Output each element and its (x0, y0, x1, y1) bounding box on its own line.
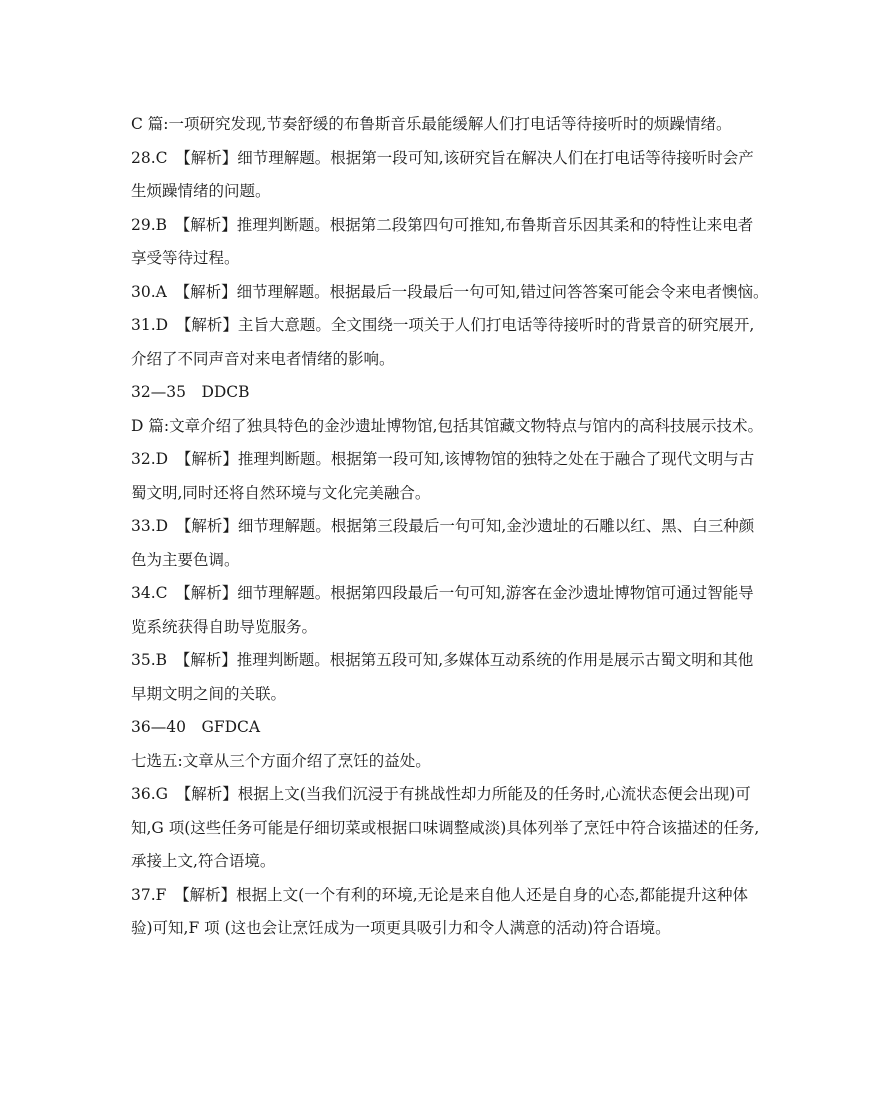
text-line: 36—40 GFDCA (131, 718, 261, 736)
text-line: 29.B 【解析】推理判断题。根据第二段第四句可推知,布鲁斯音乐因其柔和的特性让来电者 (131, 215, 754, 234)
text-line: 早期文明之间的关联。 (131, 684, 287, 703)
text-line: 蜀文明,同时还将自然环境与文化完美融合。 (131, 483, 431, 502)
text-line: 享受等待过程。 (131, 249, 240, 267)
text-line: 介绍了不同声音对来电者情绪的影响。 (131, 349, 395, 368)
text-line: C 篇:一项研究发现,节奏舒缓的布鲁斯音乐最能缓解人们打电话等待接听时的烦躁情绪。 (131, 115, 732, 133)
text-line: 览系统获得自助导览服务。 (131, 617, 318, 636)
text-line: 30.A 【解析】细节理解题。根据最后一段最后一句可知,错过问答答案可能会令来电者懊恼。 (131, 282, 769, 301)
text-line: 32.D 【解析】推理判断题。根据第一段可知,该博物馆的独特之处在于融合了现代文明与古 (131, 450, 755, 468)
text-line: 知,G 项(这些任务可能是仔细切菜或根据口味调整咸淡)具体列举了烹饪中符合该描述的任务, (131, 818, 760, 837)
text-line: 色为主要色调。 (131, 550, 240, 569)
text-line: 32—35 DDCB (131, 383, 250, 401)
text-line: 35.B 【解析】推理判断题。根据第五段可知,多媒体互动系统的作用是展示古蜀文明和其他 (131, 651, 754, 669)
text-line: 验)可知,F 项 (这也会让烹饪成为一项更具吸引力和令人满意的活动)符合语境。 (131, 919, 671, 937)
text-line: D 篇:文章介绍了独具特色的金沙遗址博物馆,包括其馆藏文物特点与馆内的高科技展示技术。 (131, 416, 764, 435)
text-line: 37.F 【解析】根据上文(一个有利的环境,无论是来自他人还是自身的心态,都能提升这种体 (131, 885, 749, 904)
text-line: 33.D 【解析】细节理解题。根据第三段最后一句可知,金沙遗址的石雕以红、黑、白三种颜 (131, 517, 755, 535)
text-line: 34.C 【解析】细节理解题。根据第四段最后一句可知,游客在金沙遗址博物馆可通过智能导 (131, 584, 754, 602)
text-line: 28.C 【解析】细节理解题。根据第一段可知,该研究旨在解决人们在打电话等待接听时会产 (131, 148, 754, 167)
text-line: 七选五:文章从三个方面介绍了烹饪的益处。 (131, 751, 431, 770)
text-line: 承接上文,符合语境。 (131, 852, 276, 870)
text-line: 生烦躁情绪的问题。 (131, 182, 271, 200)
text-line: 36.G 【解析】根据上文(当我们沉浸于有挑战性却力所能及的任务时,心流状态便会出现)可 (131, 785, 751, 803)
answer-explanation-document (131, 108, 769, 946)
text-line: 31.D 【解析】主旨大意题。全文围绕一项关于人们打电话等待接听时的背景音的研究展开, (131, 316, 755, 334)
